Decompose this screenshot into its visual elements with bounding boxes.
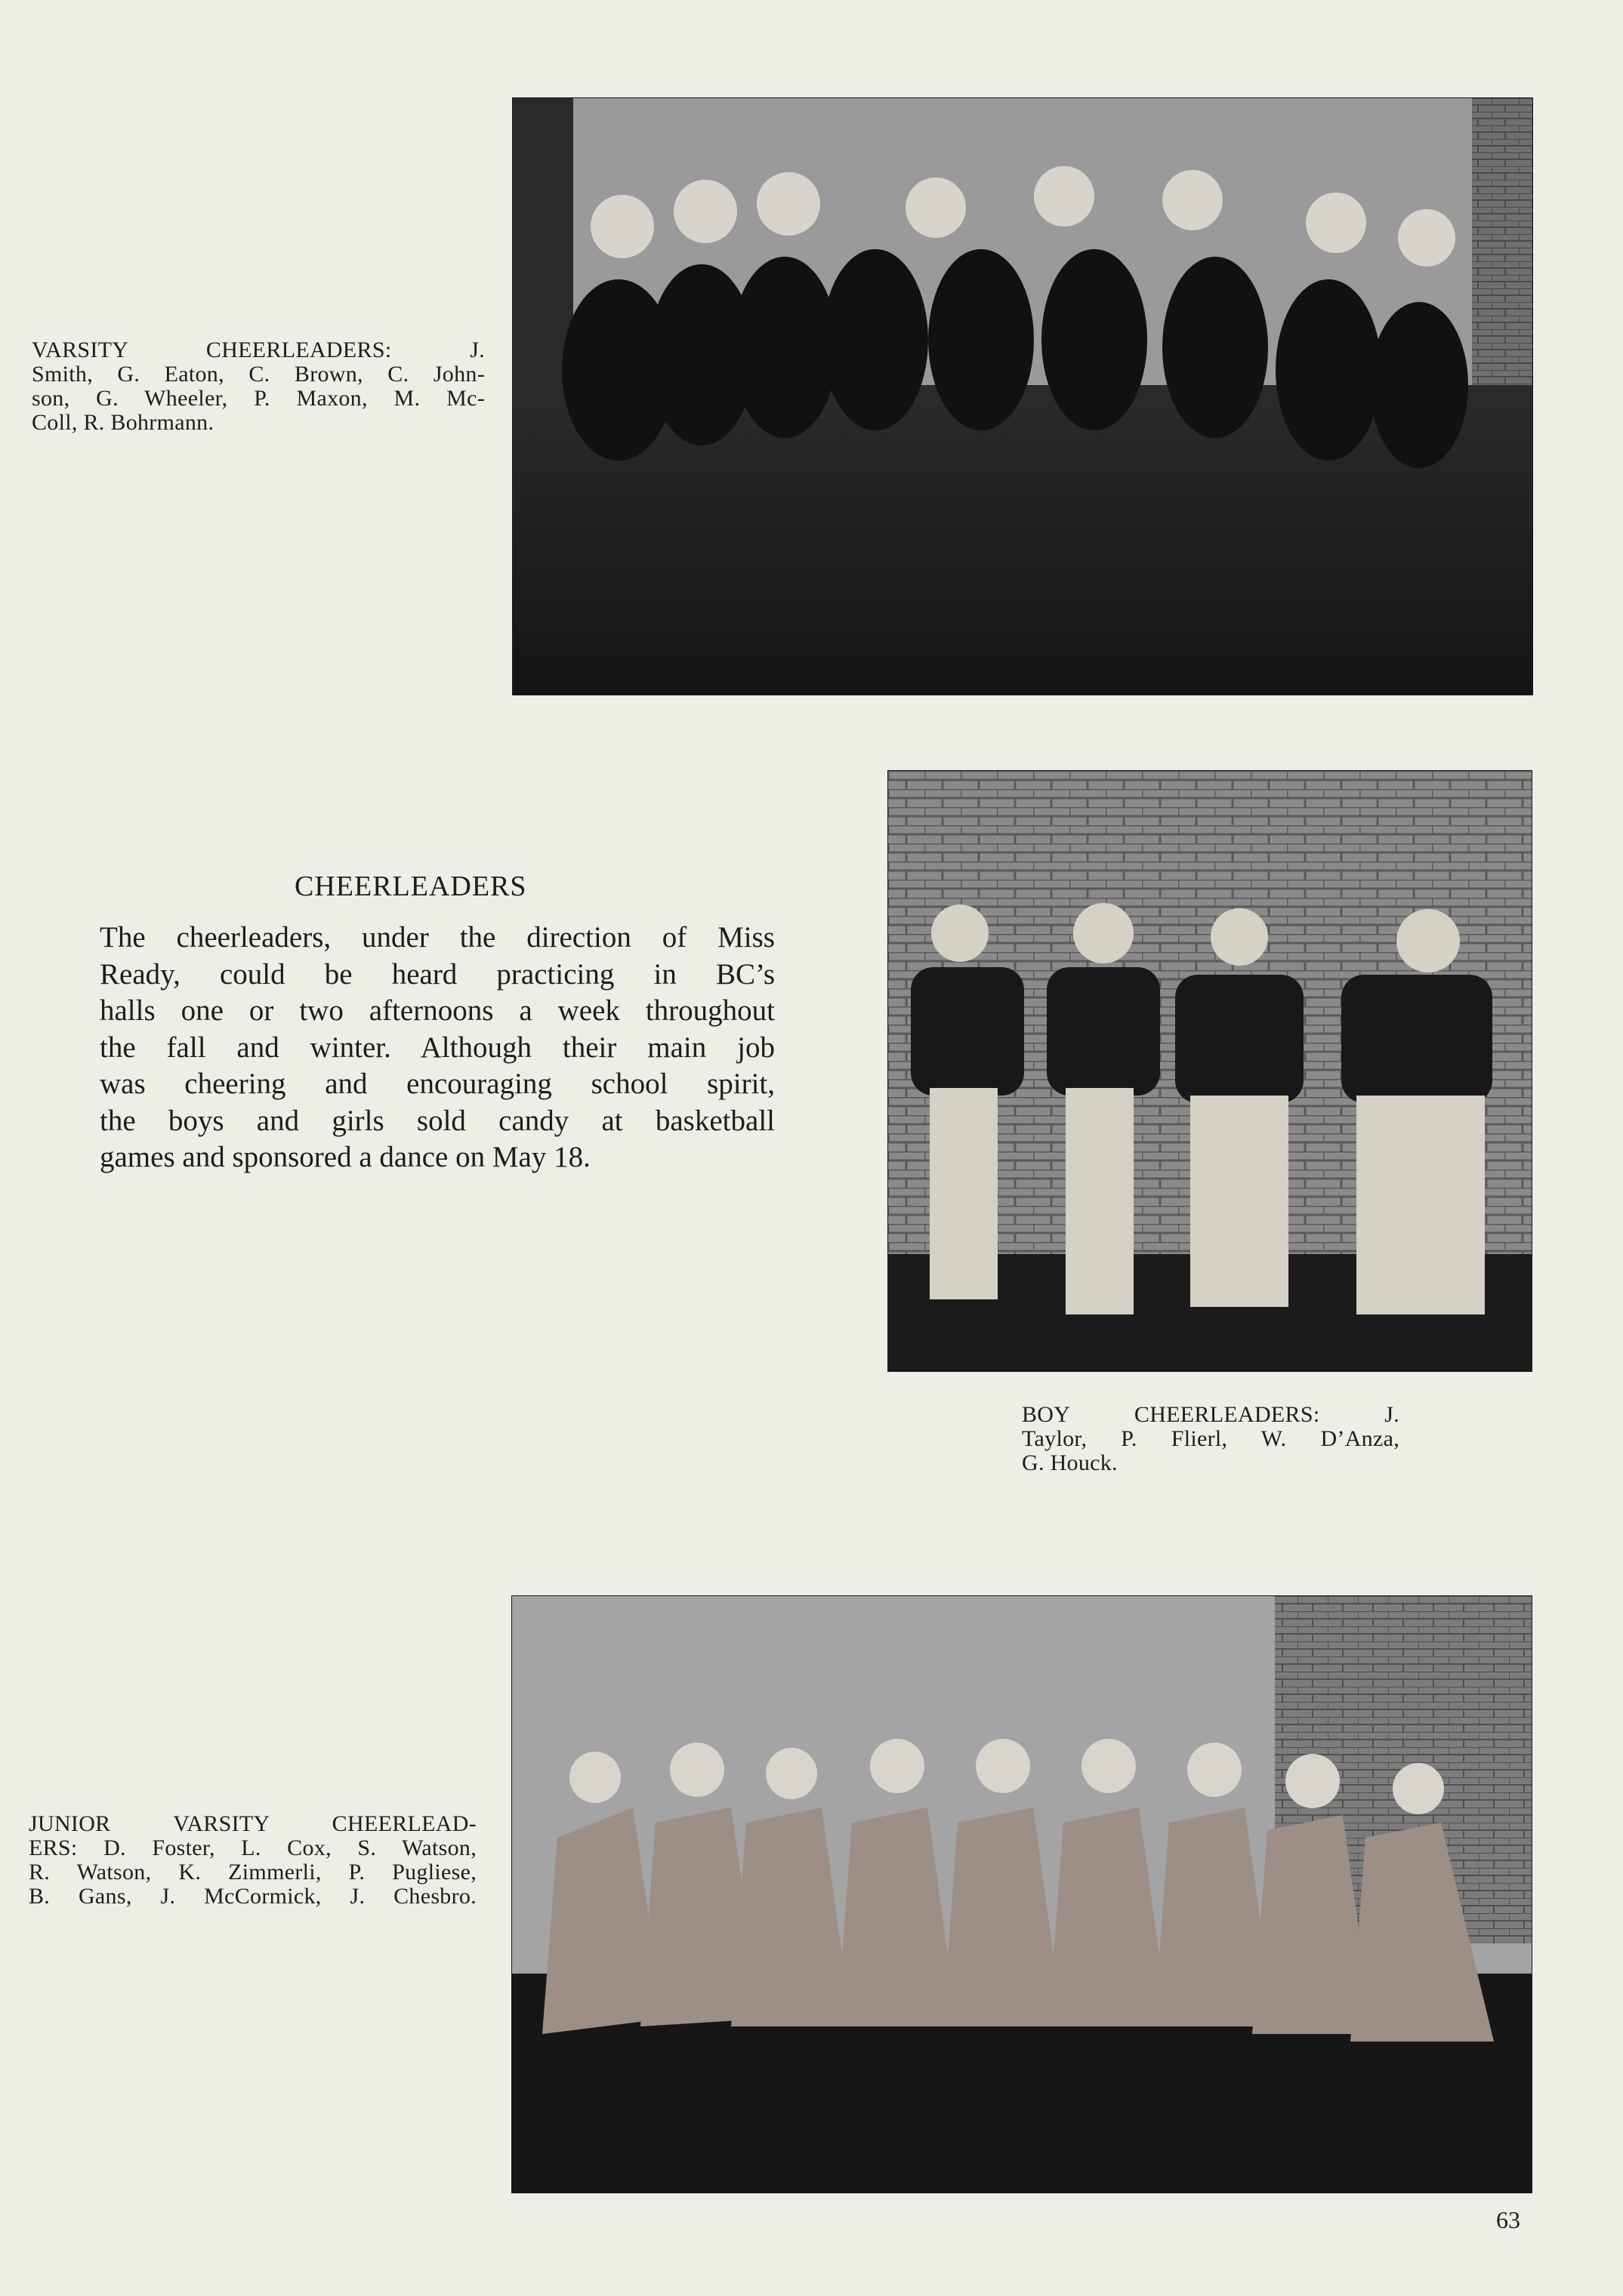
boy-cheerleaders-caption [1022, 1403, 1399, 1475]
body-line: games and sponsored a dance on May 18. [100, 1141, 591, 1173]
caption-line: Smith, G. Eaton, C. Brown, C. John- [32, 362, 485, 387]
caption-line: BOY CHEERLEADERS: J. [1022, 1402, 1399, 1427]
caption-line: ERS: D. Foster, L. Cox, S. Watson, [29, 1835, 477, 1860]
body-line: Ready, could be heard practicing in BC’s [100, 957, 775, 991]
junior-varsity-caption [29, 1812, 477, 1909]
body-line: was cheering and encouraging school spirit, [100, 1068, 775, 1100]
caption-line: JUNIOR VARSITY CHEERLEAD- [29, 1811, 477, 1836]
body-line: the boys and girls sold candy at basketball [100, 1104, 775, 1137]
body-line: halls one or two afternoons a week throughout [100, 994, 775, 1027]
varsity-cheerleaders-photo [513, 98, 1532, 695]
varsity-caption [32, 338, 485, 435]
caption-line: R. Watson, K. Zimmerli, P. Pugliese, [29, 1860, 477, 1885]
body-line: The cheerleaders, under the direction of Miss [100, 921, 775, 954]
caption-line: B. Gans, J. McCormick, J. Chesbro. [29, 1884, 477, 1909]
caption-line: VARSITY CHEERLEADERS: J. [32, 337, 485, 362]
body-paragraph [100, 920, 775, 1176]
section-title: CHEERLEADERS [295, 871, 527, 902]
caption-line: G. Houck. [1022, 1450, 1118, 1475]
caption-line: Taylor, P. Flierl, W. D’Anza, [1022, 1426, 1399, 1451]
caption-line: Coll, R. Bohrmann. [32, 410, 214, 435]
body-line: the fall and winter. Although their main job [100, 1031, 775, 1064]
caption-line: son, G. Wheeler, P. Maxon, M. Mc- [32, 386, 485, 411]
junior-varsity-cheerleaders-photo [512, 1596, 1532, 2193]
boy-cheerleaders-photo [888, 771, 1532, 1371]
page-number: 63 [1496, 2206, 1520, 2233]
